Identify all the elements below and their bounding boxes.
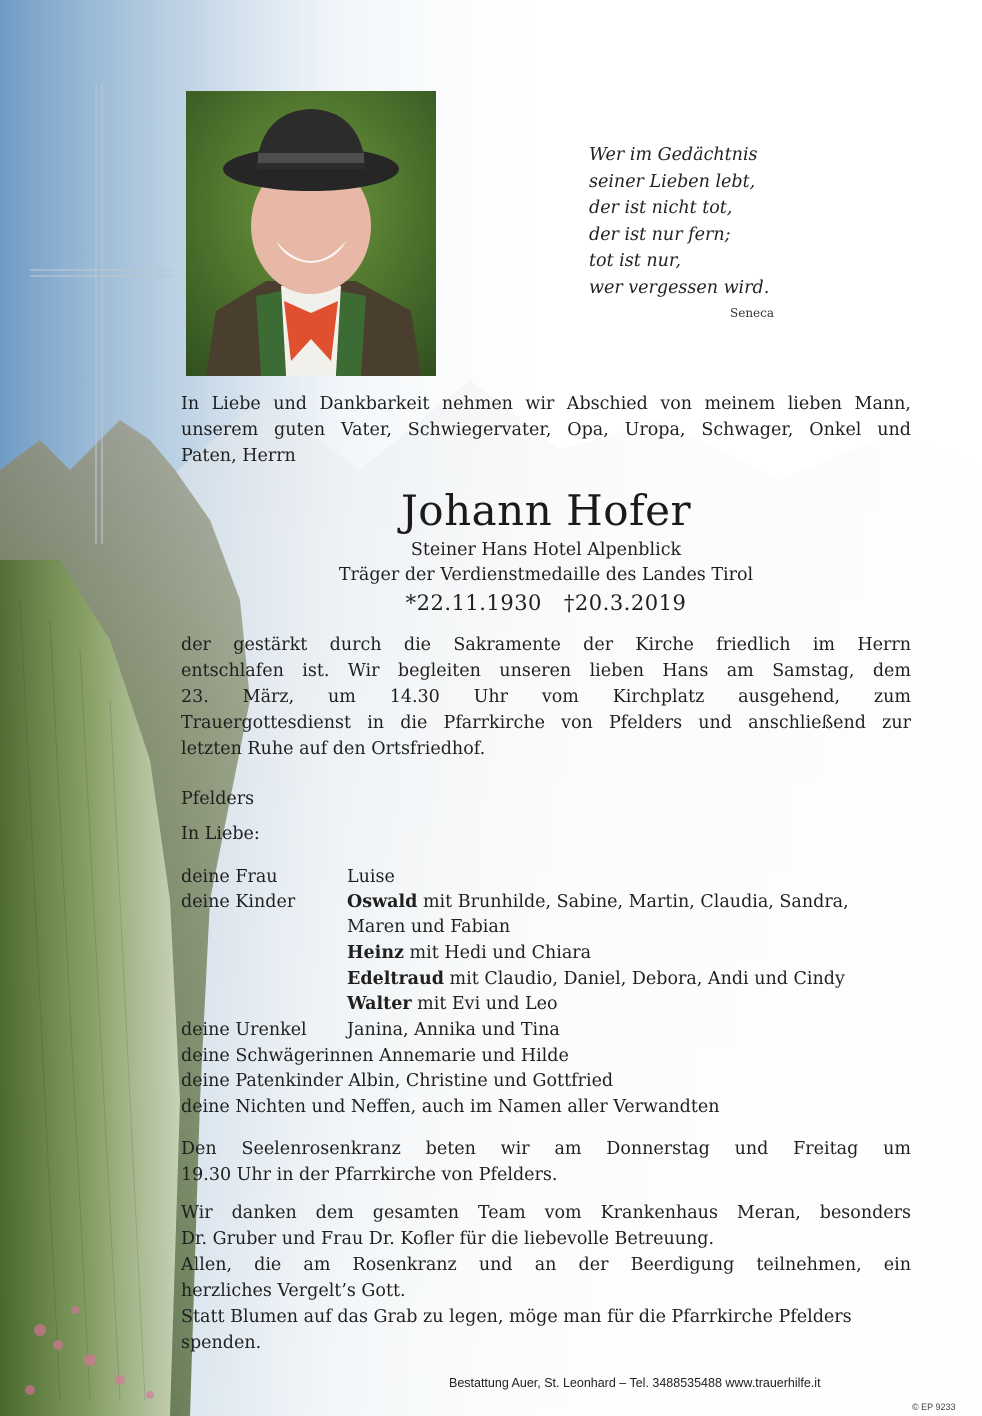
undertaker-footer: Bestattung Auer, St. Leonhard – Tel. 3488535488 www.trauerhilfe.it	[449, 1376, 821, 1390]
intro-paragraph	[181, 391, 911, 469]
death-date: †20.3.2019	[563, 591, 687, 615]
child-name: Walter	[347, 994, 412, 1014]
announcement-line: der gestärkt durch die Sakramente der Kirche friedlich im Herrn	[181, 635, 911, 655]
child-name: Oswald	[347, 892, 418, 912]
thanks-line: Wir danken dem gesamten Team vom Krankenhaus Meran, besonders	[181, 1203, 911, 1223]
child-family: mit Evi und Leo	[411, 994, 558, 1014]
child-family: mit Brunhilde, Sabine, Martin, Claudia, Sandra,	[417, 892, 849, 912]
announcement-line: Trauergottesdienst in die Pfarrkirche von Pfelders und anschließend zur	[181, 713, 911, 733]
birth-date: *22.11.1930	[405, 591, 542, 615]
child-name: Edeltraud	[347, 969, 444, 989]
wife-label: deine Frau	[181, 867, 278, 887]
cross-icon	[30, 84, 174, 544]
thanks-line: Dr. Gruber und Frau Dr. Kofler für die liebevolle Betreuung.	[181, 1229, 715, 1249]
child-family: mit Claudio, Daniel, Debora, Andi und Cindy	[443, 969, 845, 989]
intro-line: unserem guten Vater, Schwiegervater, Opa, Uropa, Schwager, Onkel und	[181, 420, 911, 440]
rosary-line: Den Seelenrosenkranz beten wir am Donnerstag und Freitag um	[181, 1139, 911, 1159]
child-line	[347, 940, 591, 966]
intro-line: In Liebe und Dankbarkeit nehmen wir Abschied von meinem lieben Mann,	[181, 394, 911, 414]
quote-line: wer vergessen wird.	[589, 277, 770, 298]
announcement-line: 23. März, um 14.30 Uhr vom Kirchplatz ausgehend, zum	[181, 687, 911, 707]
template-code: © EP 9233	[912, 1402, 956, 1412]
child-family: mit Hedi und Chiara	[403, 943, 592, 963]
intro-line: Paten, Herrn	[181, 446, 296, 466]
rosary-paragraph	[181, 1136, 911, 1188]
thanks-paragraph	[181, 1200, 911, 1356]
child-line	[347, 889, 849, 915]
child-line	[347, 991, 558, 1017]
relatives-line: deine Patenkinder Albin, Christine und Gottfried	[181, 1071, 614, 1091]
honor-line: Träger der Verdienstmedaille des Landes Tirol	[338, 565, 754, 585]
great-grandchildren: Janina, Annika und Tina	[347, 1020, 560, 1040]
quote-line: der ist nur fern;	[589, 224, 731, 245]
memorial-quote	[589, 142, 799, 302]
rosary-line: 19.30 Uhr in der Pfarrkirche von Pfelders.	[181, 1165, 558, 1185]
portrait-photo	[186, 91, 436, 376]
children-label: deine Kinder	[181, 892, 296, 912]
thanks-line: Allen, die am Rosenkranz und an der Beerdigung teilnehmen, ein	[181, 1255, 911, 1275]
announcement-paragraph	[181, 632, 911, 762]
quote-line: der ist nicht tot,	[589, 198, 733, 219]
quote-author: Seneca	[730, 306, 775, 320]
relatives-line: deine Schwägerinnen Annemarie und Hilde	[181, 1046, 569, 1066]
thanks-line: spenden.	[181, 1333, 262, 1353]
relatives-line: deine Nichten und Neffen, auch im Namen aller Verwandten	[181, 1097, 720, 1117]
quote-line: tot ist nur,	[589, 251, 681, 272]
announcement-line: letzten Ruhe auf den Ortsfriedhof.	[181, 739, 486, 759]
announcement-line: entschlafen ist. Wir begleiten unseren lieben Hans am Samstag, dem	[181, 661, 911, 681]
quote-line: seiner Lieben lebt,	[589, 171, 756, 192]
nickname-line: Steiner Hans Hotel Alpenblick	[410, 540, 682, 560]
deceased-name: Johann Hofer	[400, 486, 692, 535]
thanks-line: Statt Blumen auf das Grab zu legen, möge man für die Pfarrkirche Pfelders	[181, 1307, 852, 1327]
wife-name: Luise	[347, 867, 395, 887]
thanks-line: herzliches Vergelt’s Gott.	[181, 1281, 406, 1301]
child-family: Maren und Fabian	[347, 917, 511, 937]
child-line	[347, 914, 510, 940]
in-love-label: In Liebe:	[181, 824, 260, 844]
child-name: Heinz	[347, 943, 404, 963]
child-line	[347, 966, 845, 992]
great-grandchildren-label: deine Urenkel	[181, 1020, 307, 1040]
life-dates	[181, 590, 911, 616]
quote-line: Wer im Gedächtnis	[589, 145, 758, 165]
place: Pfelders	[181, 789, 255, 809]
